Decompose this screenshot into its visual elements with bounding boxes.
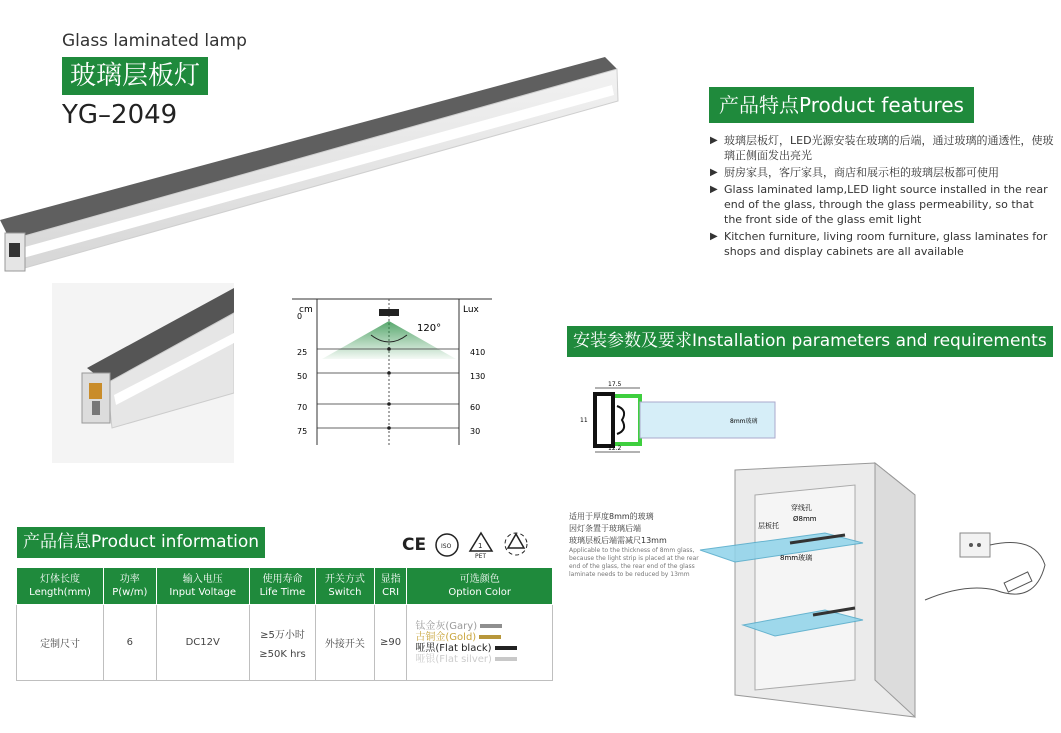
note-line: 适用于厚度8mm的玻璃	[569, 512, 654, 521]
color-swatch	[479, 635, 501, 639]
lux-row-point	[387, 402, 391, 406]
svg-text:1: 1	[478, 542, 483, 550]
lux-value-label: 30	[470, 427, 481, 436]
column-header: 输入电压 Input Voltage	[156, 568, 249, 605]
feature-item	[710, 165, 1055, 180]
model-number: YG–2049	[62, 100, 178, 130]
feature-text: 厨房家具，客厅家具，商店和展示柜的玻璃层板都可使用	[724, 166, 999, 179]
color-swatch	[495, 646, 517, 650]
feature-item	[710, 133, 1055, 163]
lifetime-cell	[249, 605, 315, 681]
certification-icons	[402, 531, 530, 559]
column-header: 开关方式 Switch	[316, 568, 375, 605]
beam-angle-label: 120°	[417, 323, 442, 334]
dim-bottom-label: 12.2	[608, 445, 622, 452]
column-header: 显指 CRI	[374, 568, 407, 605]
column-header: 功率 P(w/m)	[104, 568, 156, 605]
voltage-cell: DC12V	[156, 605, 249, 681]
product-chinese-title: 玻璃层板灯	[62, 57, 208, 95]
svg-text:ISO: ISO	[441, 543, 452, 550]
cm-axis-label: cm	[299, 305, 313, 315]
lux-value-label: 410	[470, 348, 486, 357]
lux-axis-label: Lux	[463, 305, 479, 315]
color-option	[415, 654, 551, 665]
profile-section-drawing	[570, 380, 785, 455]
lifetime-cn: ≥5万小时	[260, 629, 305, 641]
dim-width-label: 17.5	[608, 381, 622, 388]
bullet-arrow-icon: ▶	[710, 184, 718, 195]
recycle-icon	[502, 531, 530, 559]
cm-tick-label: 70	[297, 403, 308, 412]
color-swatch	[480, 624, 502, 628]
feature-text: Kitchen furniture, living room furniture, glass laminates for shops and display cabinets are all available	[724, 230, 1048, 258]
note-line: 玻璃层板后端需减尺13mm	[569, 536, 667, 545]
length-cell: 定制尺寸	[17, 605, 104, 681]
lifetime-en: ≥50K hrs	[259, 648, 306, 660]
cm-tick-label: 75	[297, 427, 308, 436]
shelf-glass-label: 8mm玻璃	[780, 554, 813, 562]
iso-9001-icon	[434, 532, 460, 558]
note-english: Applicable to the thickness of 8mm glass, because the light strip is placed at the rear end of the glass, the rear end of the glass laminate needs to be reduced by 13mm	[569, 547, 699, 578]
wire-hole-label: 穿线孔	[791, 504, 812, 512]
color-swatch	[495, 657, 517, 661]
color-option-label: 钛金灰(Gary)	[415, 620, 478, 632]
installation-notes	[569, 511, 709, 579]
bullet-arrow-icon: ▶	[710, 135, 718, 146]
power-cell: 6	[104, 605, 156, 681]
features-title: 产品特点Product features	[709, 87, 974, 123]
cri-cell: ≥90	[374, 605, 407, 681]
glass-label: 8mm玻璃	[730, 418, 758, 425]
table-row	[17, 605, 553, 681]
lux-value-label: 60	[470, 403, 481, 412]
installation-title: 安装参数及要求Installation parameters and requirements	[567, 326, 1053, 357]
ce-mark-icon: CE	[402, 535, 427, 555]
column-header: 可选颜色 Option Color	[407, 568, 553, 605]
cm-tick-label: 25	[297, 348, 308, 357]
color-option	[415, 643, 551, 654]
cabinet-illustration	[695, 455, 1061, 725]
product-info-title: 产品信息Product information	[17, 527, 265, 558]
column-header: 使用寿命 Life Time	[249, 568, 315, 605]
color-options-cell	[407, 605, 553, 681]
lux-row-point	[387, 347, 391, 351]
cm-tick-label: 0	[297, 312, 303, 321]
product-spec-table	[16, 567, 553, 681]
feature-item	[710, 182, 1055, 227]
column-header: 灯体长度 Length(mm)	[17, 568, 104, 605]
power-adapter-icon	[1004, 572, 1032, 592]
lamp-profile-image	[0, 55, 620, 275]
color-option	[415, 621, 551, 632]
power-socket-icon	[960, 533, 990, 557]
color-option	[415, 632, 551, 643]
bracket-label: 层板托	[758, 522, 779, 530]
bullet-arrow-icon: ▶	[710, 231, 718, 242]
lamp-source-icon	[379, 309, 399, 316]
lux-row-point	[387, 426, 391, 430]
svg-text:PET: PET	[475, 553, 487, 559]
lux-distribution-chart	[287, 297, 497, 457]
table-header-row	[17, 568, 553, 605]
note-line: 因灯条置于玻璃后端	[569, 524, 641, 533]
wire-hole-size-label: Ø8mm	[793, 515, 817, 523]
feature-item	[710, 229, 1055, 259]
lamp-section-image	[52, 283, 234, 463]
color-option-label: 古铜金(Gold)	[415, 631, 477, 643]
feature-text: Glass laminated lamp,LED light source installed in the rear end of the glass, through the glass permeability, so that the front side of the glass emit light	[724, 183, 1048, 226]
feature-text: 玻璃层板灯，LED光源安装在玻璃的后端，通过玻璃的通透性，使玻璃正侧面发出亮光	[724, 134, 1054, 162]
pet-recycle-icon	[468, 531, 494, 559]
color-option-label: 哑银(Flat silver)	[415, 653, 492, 665]
color-option-label: 哑黑(Flat black)	[415, 642, 492, 654]
features-list	[710, 133, 1055, 261]
switch-cell: 外接开关	[316, 605, 375, 681]
cm-tick-label: 50	[297, 372, 308, 381]
bullet-arrow-icon: ▶	[710, 167, 718, 178]
product-english-title: Glass laminated lamp	[62, 31, 247, 51]
lux-row-point	[387, 371, 391, 375]
lux-value-label: 130	[470, 372, 486, 381]
dim-height-label: 11	[580, 417, 588, 424]
